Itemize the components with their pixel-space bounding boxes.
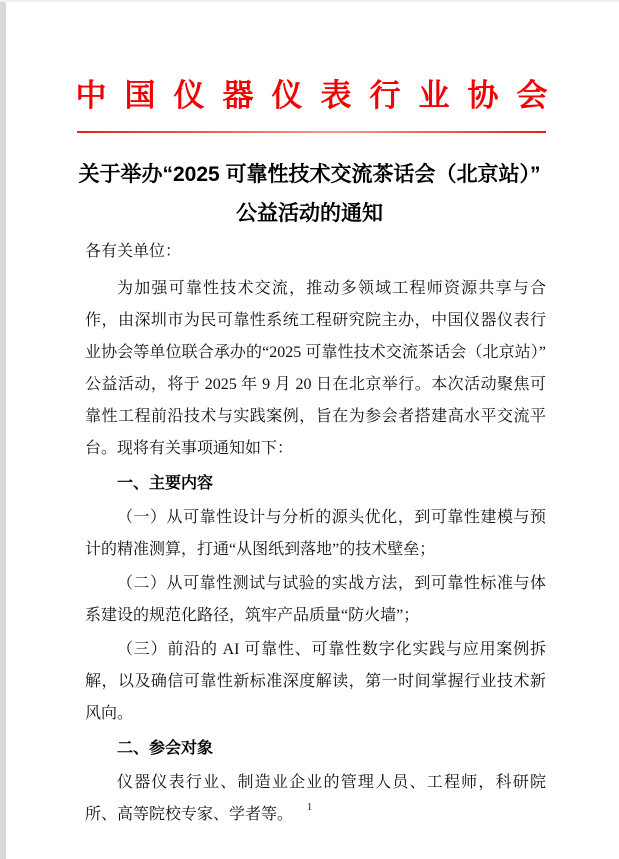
organization-name: 中国仪器仪表行业协会 xyxy=(75,78,566,113)
intro-paragraph: 为加强可靠性技术交流，推动多领域工程师资源共享与合作，由深圳市为民可靠性系统工程研究院主办，中国仪器仪表行业协会等单位联合承办的“2025 可靠性技术交流茶话会（北京站）”公益活动，将于 2025 年 9 月 20 日在北京举行。本次活动聚焦可靠性工程前沿技术与实践案例，旨在为参会者搭建高水平交流平台。现将有关事项通知如下： xyxy=(85,280,546,457)
main-content-item-3: （三）前沿的 AI 可靠性、可靠性数字化实践与应用案例拆解，以及确信可靠性新标准深度解读，第一时间掌握行业技术新风向。 xyxy=(85,641,546,722)
notice-title-line2: 公益活动的通知 xyxy=(236,202,383,225)
section-heading-main-content: 一、主要内容 xyxy=(117,475,214,492)
salutation: 各有关单位： xyxy=(85,243,182,260)
page-top-edge xyxy=(0,0,619,2)
page-left-edge xyxy=(0,0,6,859)
section-heading-participants: 二、参会对象 xyxy=(117,740,214,757)
notice-title xyxy=(0,155,619,233)
letterhead-divider xyxy=(77,131,546,133)
participants-paragraph: 仪器仪表行业、制造业企业的管理人员、工程师，科研院所、高等院校专家、学者等。 xyxy=(85,774,546,823)
letterhead xyxy=(75,70,566,115)
notice-body xyxy=(85,236,546,831)
page-number: 1 xyxy=(306,801,313,813)
notice-title-line1: 关于举办“2025 可靠性技术交流茶话会（北京站）” xyxy=(78,163,541,186)
main-content-item-2: （二）从可靠性测试与试验的实战方法，到可靠性标准与体系建设的规范化路径，筑牢产品质量“防火墙”； xyxy=(85,575,546,624)
main-content-item-1: （一）从可靠性设计与分析的源头优化，到可靠性建模与预计的精准测算，打通“从图纸到落地”的技术壁垒； xyxy=(85,509,546,558)
